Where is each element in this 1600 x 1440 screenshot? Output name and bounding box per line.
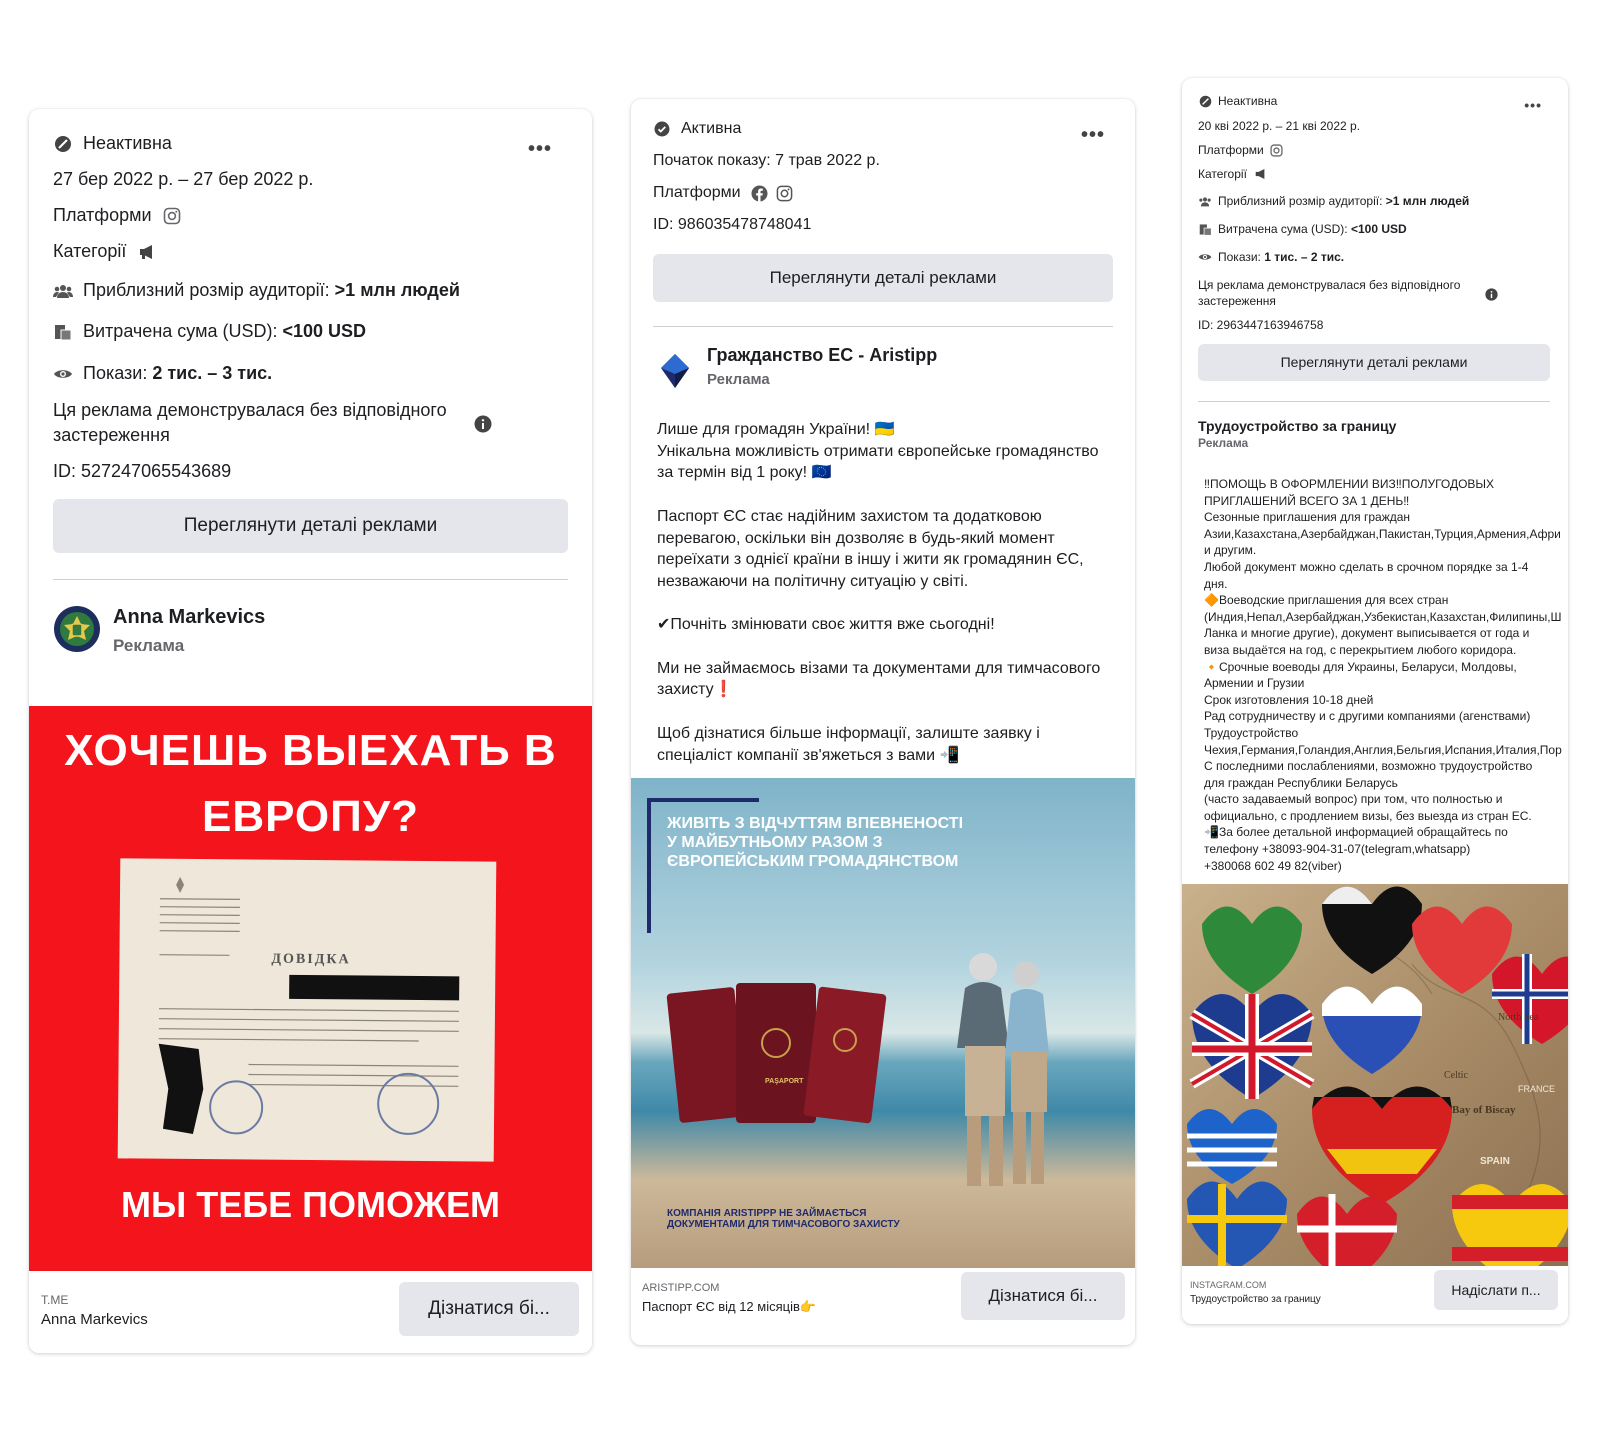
view-ad-details-button[interactable]: Переглянути деталі реклами [53, 499, 568, 553]
link-title: Anna Markevics [41, 1311, 148, 1328]
impressions-value: 2 тис. – 3 тис. [152, 363, 273, 383]
categories-row [53, 241, 168, 262]
map-label: FRANCE [1518, 1084, 1556, 1094]
learn-more-button[interactable]: Дізнатися бі... [961, 1272, 1125, 1320]
ad-card-3 [1182, 78, 1568, 1324]
info-icon[interactable] [473, 414, 493, 434]
audience-value: >1 млн людей [1385, 194, 1470, 208]
advertiser-name[interactable]: Гражданство ЕС - Aristipp [707, 345, 938, 365]
inactive-status-icon [1198, 94, 1212, 108]
megaphone-icon [1255, 167, 1269, 181]
instagram-icon [776, 185, 793, 202]
date-range: 27 бер 2022 р. – 27 бер 2022 р. [53, 169, 314, 189]
map-label: SPAIN [1480, 1156, 1510, 1167]
status-text: Активна [681, 120, 742, 137]
ad-creative-image[interactable] [1182, 884, 1568, 1266]
ad-card-1 [29, 109, 592, 1353]
categories-label: Категорії [1198, 167, 1247, 181]
map-label: Bay of Biscay [1452, 1104, 1516, 1116]
info-icon[interactable] [1484, 287, 1498, 301]
map-label: North Sea [1498, 1012, 1539, 1023]
advertiser-logo[interactable] [653, 348, 697, 392]
spend-value: <100 USD [1350, 222, 1407, 236]
view-ad-details-button[interactable]: Переглянути деталі реклами [1198, 344, 1550, 381]
certificate-photo [118, 858, 497, 1161]
inactive-status-icon [53, 134, 73, 154]
spend-row [1198, 222, 1407, 236]
audience-value: >1 млн людей [334, 280, 460, 300]
link-bar[interactable] [631, 1268, 1135, 1345]
certificate-title: ДОВІДКА [271, 951, 351, 968]
advertiser-name[interactable]: Anna Markevics [113, 606, 266, 628]
divider [1198, 401, 1550, 402]
more-options-icon[interactable]: ••• [527, 138, 552, 160]
ad-id: ID: 527247065543689 [53, 461, 232, 481]
active-status-icon [653, 120, 671, 138]
spend-icon [1198, 222, 1212, 236]
spend-label: Витрачена сума (USD): [1218, 222, 1348, 236]
audience-label: Приблизний розмір аудиторії: [1218, 194, 1383, 208]
creative-headline: ЖИВІТЬ З ВІДЧУТТЯМ ВПЕВНЕНОСТІ У МАЙБУТНЬОМУ РАЗОМ З ЄВРОПЕЙСЬКИМ ГРОМАДЯНСТВОМ [667, 815, 964, 870]
link-bar[interactable] [29, 1271, 592, 1353]
passport-label: PAŞAPORT [765, 1078, 804, 1085]
sponsored-label: Реклама [707, 371, 770, 388]
impressions-row [53, 363, 272, 384]
advertiser-avatar[interactable] [53, 605, 101, 653]
platforms-label: Платформи [53, 205, 152, 225]
instagram-icon [162, 206, 182, 226]
link-domain: ARISTIPP.COM [642, 1282, 720, 1294]
status-row [53, 133, 172, 154]
audience-row [1198, 194, 1469, 208]
view-ad-details-button[interactable]: Переглянути деталі реклами [653, 254, 1113, 302]
ad-card-2 [631, 99, 1135, 1345]
link-domain: INSTAGRAM.COM [1190, 1280, 1267, 1290]
date-range: 20 кві 2022 р. – 21 кві 2022 р. [1198, 119, 1361, 133]
advertiser-name[interactable]: Трудоустройство за границу [1198, 418, 1397, 434]
people-icon [53, 281, 73, 301]
creative-headline-line-1: ХОЧЕШЬ ВЫЕХАТЬ В [64, 726, 557, 775]
creative-footer: МЫ ТЕБЕ ПОМОЖЕМ [120, 1184, 501, 1225]
link-domain: T.ME [41, 1293, 69, 1307]
status-row [653, 120, 741, 138]
facebook-icon [751, 185, 768, 202]
status-text: Неактивна [83, 133, 172, 153]
status-row [1198, 94, 1277, 108]
more-options-icon[interactable]: ••• [1080, 124, 1105, 146]
categories-row [1198, 167, 1275, 181]
spend-row [53, 321, 366, 342]
ad-creative-image[interactable] [631, 778, 1135, 1268]
send-message-button[interactable]: Надіслати п... [1434, 1270, 1558, 1310]
impressions-value: 1 тис. – 2 тис. [1264, 250, 1345, 264]
disclaimer-text: Ця реклама демонструвалася без відповідного застереження [1198, 278, 1461, 308]
eye-icon [53, 364, 73, 384]
ad-body-text: Лише для громадян України! 🇺🇦 Унікальна можливість отримати європейське громадянство за термін від 1 року! 🇪🇺 Паспорт ЄС стає надійним захистом та додатковою перевагою, оскільки він дозволяє в будь-який момент переїхати з однієї країни в іншу і жити як громадянин ЄС, незважаючи на політичну ситуацію у світі. ✔Почніть змінювати своє життя вже сьогодні! Ми не займаємось візами та документами для тимчасового захисту❗ Щоб дізнатися більше інформації, залиште заявку і спеціаліст компанії зв'яжеться з вами 📲 [657, 421, 1101, 764]
audience-label: Приблизний розмір аудиторії: [83, 280, 330, 300]
spend-label: Витрачена сума (USD): [83, 321, 278, 341]
platforms-row [53, 205, 192, 226]
sponsored-label: Реклама [113, 636, 185, 655]
divider [53, 579, 568, 580]
start-date: Початок показу: 7 трав 2022 р. [653, 152, 880, 169]
instagram-icon [1270, 143, 1284, 157]
more-options-icon[interactable]: ••• [1524, 97, 1542, 113]
platforms-label: Платформи [653, 184, 741, 201]
ad-id: ID: 2963447163946758 [1198, 318, 1324, 332]
spend-icon [53, 322, 73, 342]
categories-label: Категорії [53, 241, 127, 261]
impressions-label: Покази: [83, 363, 148, 383]
disclaimer-text: Ця реклама демонструвалася без відповідного застереження [53, 400, 447, 445]
megaphone-icon [138, 242, 158, 262]
map-label: Celtic [1444, 1070, 1468, 1081]
impressions-label: Покази: [1218, 250, 1261, 264]
creative-headline-line-2: ЕВРОПУ? [202, 792, 419, 841]
platforms-row [1198, 143, 1290, 157]
impressions-row [1198, 250, 1344, 264]
eye-icon [1198, 250, 1212, 264]
people-icon [1198, 194, 1212, 208]
sponsored-label: Реклама [1198, 436, 1249, 450]
status-text: Неактивна [1218, 94, 1278, 108]
learn-more-button[interactable]: Дізнатися бі... [399, 1282, 579, 1336]
link-bar[interactable] [1182, 1266, 1568, 1324]
link-title: Паспорт ЄС від 12 місяців👉 [642, 1299, 817, 1314]
platforms-row [653, 184, 793, 202]
divider [653, 326, 1113, 327]
ad-body-text: ‼ПОМОЩЬ В ОФОРМЛЕНИИ ВИЗ‼ПОЛУГОДОВЫХ ПРИГЛАШЕНИЙ ВСЕГО ЗА 1 ДЕНЬ‼ Сезонные приглашения для граждан Азии,Казахстана,Азербайджан,Пакистан,Турция,Армения,Афри и другим. Любой документ можно сделать в срочном порядке за 1-4 дня. 🔶Воеводские приглашения для всех стран (Индия,Непал,Азербайджан,Узбекистан,Казахстан,Филипины,Ш Ланка и многие другие), документ выписывается от года и виза выдаётся на год, с перекрытием любого коридора. 🔸Срочные воеводы для Украины, Беларуси, Молдовы, Армении и Грузии Срок изготовления 10-18 дней Рад сотрудничеству и с другими компаниями (агенствами) Трудоустройство Чехия,Германия,Голандия,Англия,Бельгия,Испания,Италия,Пор С последними послаблениями, возможно трудоустройство для граждан Республики Беларусь (часто задаваемый вопрос) при том, что полностью и официально, с продлением визы, без выезда из стран ЕС. 📲За более детальной информацией обращайтесь по телефону +38093-904-31-07(telegram,whatsapp) +380068 602 49 82(viber) [1204, 477, 1562, 873]
ad-id: ID: 986035478748041 [653, 216, 812, 233]
audience-row [53, 280, 460, 301]
spend-value: <100 USD [282, 321, 367, 341]
platforms-label: Платформи [1198, 143, 1264, 157]
link-title: Трудоустройство за границу [1190, 1294, 1321, 1305]
creative-footer: КОМПАНІЯ ARISTIPPP НЕ ЗАЙМАЄТЬСЯ ДОКУМЕНТАМИ ДЛЯ ТИМЧАСОВОГО ЗАХИСТУ [667, 1208, 900, 1230]
ad-creative-image[interactable] [29, 706, 592, 1271]
